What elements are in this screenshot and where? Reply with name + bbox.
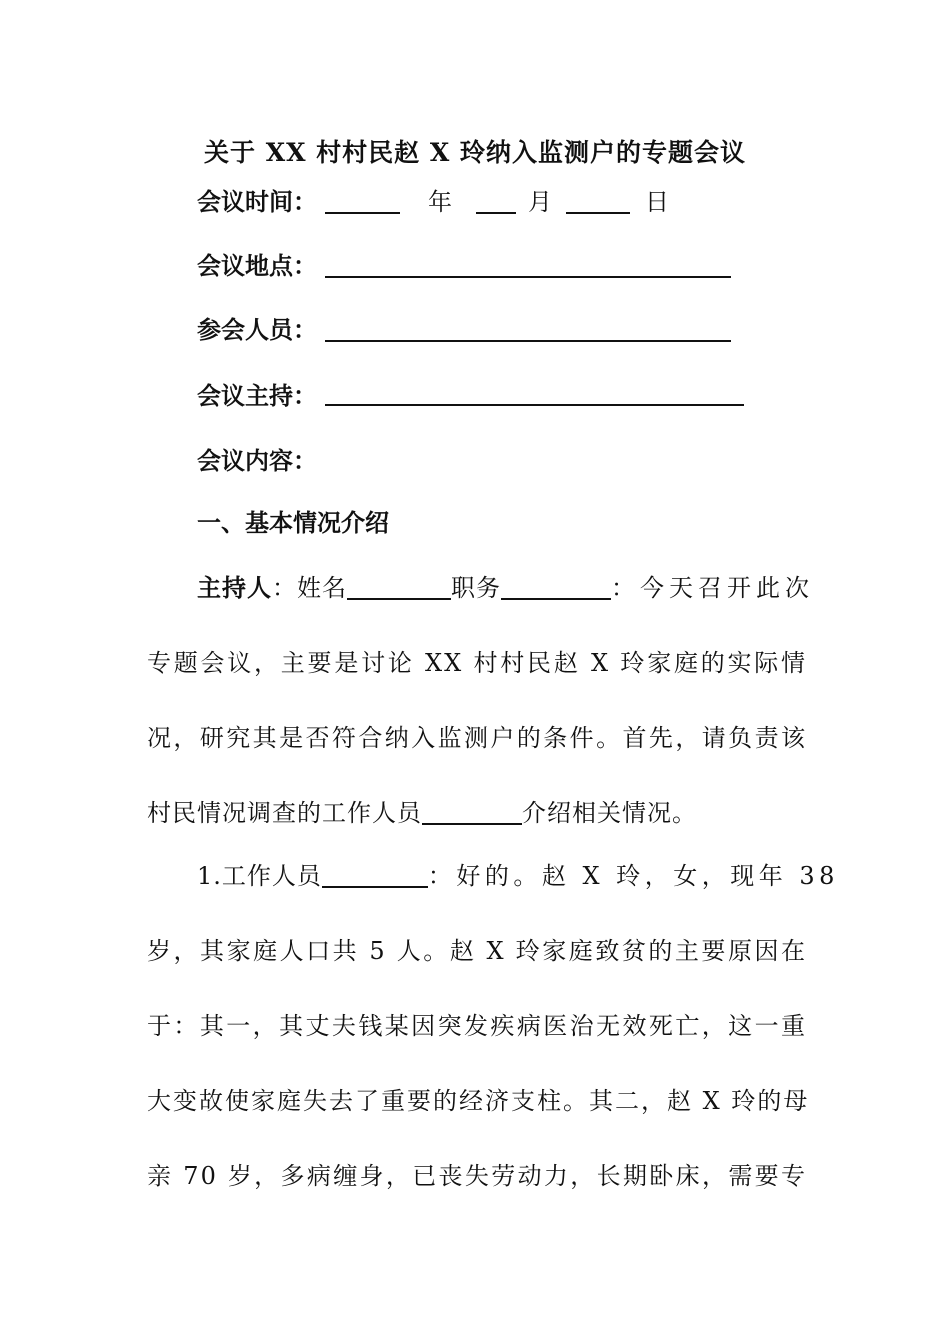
staff-intro-after: 介绍相关情况。 xyxy=(522,799,697,827)
meeting-content-label: 会议内容： xyxy=(197,446,317,475)
section-heading: 一、基本情况介绍 xyxy=(197,508,389,537)
paragraph-line: 岁，其家庭人口共 5 人。赵 X 玲家庭致贫的主要原因在 xyxy=(147,937,807,965)
paragraph-line: 大变故使家庭失去了重要的经济支柱。其二，赵 X 玲的母 xyxy=(147,1087,810,1115)
attendees-label: 参会人员： xyxy=(197,315,317,344)
meeting-host-label: 会议主持： xyxy=(197,381,317,410)
year-blank[interactable] xyxy=(325,212,400,214)
paragraph-line: 于：其一，其丈夫钱某因突发疾病医治无效死亡，这一重 xyxy=(147,1012,807,1040)
document-title: 关于 XX 村村民赵 X 玲纳入监测户的专题会议 xyxy=(203,138,746,167)
month-blank[interactable] xyxy=(476,212,516,214)
host-colon: ： xyxy=(272,574,297,602)
host-title-label: 职务 xyxy=(451,574,501,602)
staff-intro-before: 村民情况调查的工作人员 xyxy=(147,799,422,827)
attendees-field xyxy=(197,310,317,350)
day-label: 日 xyxy=(645,188,669,216)
paragraph-last-line xyxy=(147,793,807,833)
host-name-label: 姓名 xyxy=(297,574,347,602)
meeting-time-field xyxy=(197,182,317,222)
paragraph-line: 况，研究其是否符合纳入监测户的条件。首先，请负责该 xyxy=(147,724,807,752)
item-1-staff-blank[interactable] xyxy=(322,858,428,888)
host-intro-line xyxy=(197,568,814,608)
meeting-host-field xyxy=(197,376,317,416)
meeting-content-field xyxy=(197,441,317,481)
item-1-line xyxy=(197,856,839,896)
meeting-place-field xyxy=(197,246,317,286)
host-name-blank[interactable] xyxy=(347,570,451,600)
day-blank[interactable] xyxy=(566,212,630,214)
host-title-blank[interactable] xyxy=(501,570,611,600)
paragraph-line: 专题会议，主要是讨论 XX 村村民赵 X 玲家庭的实际情 xyxy=(147,649,807,677)
meeting-place-label: 会议地点： xyxy=(197,251,317,280)
year-label: 年 xyxy=(428,188,452,216)
host-intro-text: ：今天召开此次 xyxy=(611,574,814,602)
host-speaker: 主持人 xyxy=(197,573,272,602)
month-label: 月 xyxy=(528,188,552,216)
paragraph-line: 亲 70 岁，多病缠身，已丧失劳动力，长期卧床，需要专 xyxy=(147,1162,807,1190)
meeting-time-label: 会议时间： xyxy=(197,187,317,216)
staff-name-blank[interactable] xyxy=(422,795,522,825)
meeting-place-blank[interactable] xyxy=(325,276,731,278)
item-1-prefix: 1.工作人员 xyxy=(197,862,322,890)
meeting-host-blank[interactable] xyxy=(325,404,744,406)
item-1-text: ：好的。赵 X 玲，女，现年 38 xyxy=(427,862,839,890)
attendees-blank[interactable] xyxy=(325,340,731,342)
